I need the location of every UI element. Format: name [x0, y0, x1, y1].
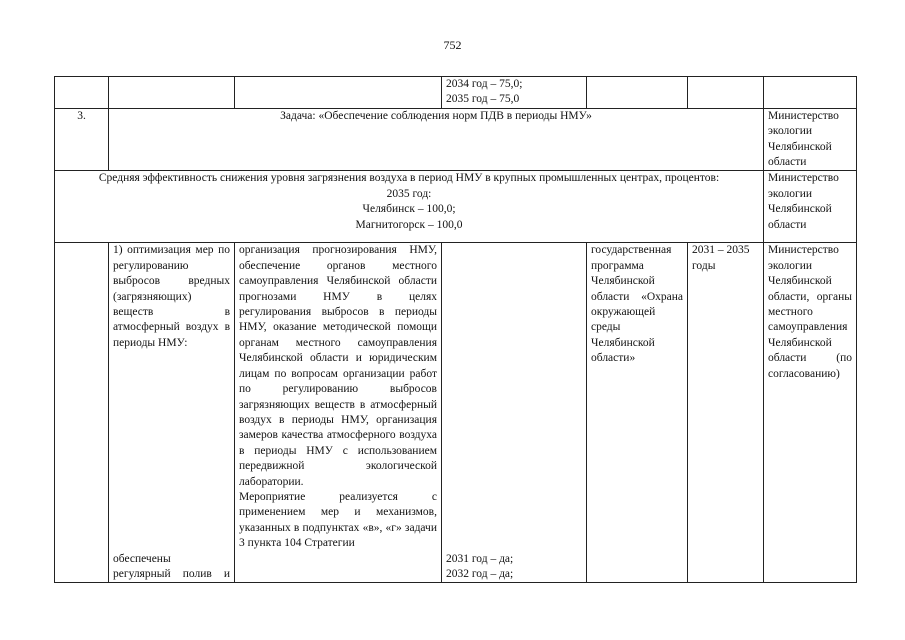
measure-row — [55, 243, 857, 583]
description-cell — [235, 243, 442, 583]
table-row — [55, 77, 857, 109]
description-text: организация прогнозирования НМУ, обеспечение органов местного самоуправления Челябинской области прогнозами НМУ в целях регулирования выбросов в периоды НМУ, оказание методической помощи органам местного самоуправления Челябинской области и юридическим лицам по вопросам организации работ по регулированию выбросов загрязняющих веществ в атмосферный воздух в периоды НМУ, организация замеров качества атмосферного воздуха в периоды НМУ с использованием передвижной экологической лаборатории. — [239, 244, 437, 488]
indicator-responsible: Министерство экологии Челябинской области — [764, 171, 857, 243]
program-cell: государственная программа Челябинской области «Охрана окружающей среды Челябинской области» — [587, 243, 688, 583]
cell-responsible — [764, 77, 857, 109]
measure-text: 1) оптимизация мер по регулированию выбросов вредных (загрязняющих) веществ в атмосферный воздух в периоды НМУ: — [113, 244, 230, 349]
indicator-values: 2031 год – да; 2032 год – да; — [446, 552, 514, 581]
cell-number — [55, 243, 109, 583]
cell-number — [55, 77, 109, 109]
measure-continued: обеспечены регулярный полив и — [113, 552, 230, 581]
cell-description — [235, 77, 442, 109]
task-responsible: Министерство экологии Челябинской области — [764, 108, 857, 171]
indicator-text: Средняя эффективность снижения уровня загрязнения воздуха в период НМУ в крупных промышленных центрах, процентов: 2035 год: Челябинск – 100,0; Магнитогорск – 100,0 — [55, 171, 764, 243]
cell-indicator-values: 2034 год – 75,0; 2035 год – 75,0 — [442, 77, 587, 109]
responsible-cell: Министерство экологии Челябинской области, органы местного самоуправления Челябинской области (по согласованию) — [764, 243, 857, 583]
description-note: Мероприятие реализуется с применением мер и механизмов, указанных в подпунктах «в», «г» задачи 3 пункта 104 Стратегии — [239, 490, 437, 550]
page-number: 752 — [443, 38, 462, 52]
cell-program — [587, 77, 688, 109]
task-number: 3. — [55, 108, 109, 171]
task-row — [55, 108, 857, 171]
measure-cell — [109, 243, 235, 583]
cell-measure — [109, 77, 235, 109]
cell-period — [688, 77, 764, 109]
indicator-row — [55, 171, 857, 243]
indicator-values-cell — [442, 243, 587, 583]
period-cell: 2031 – 2035 годы — [688, 243, 764, 583]
task-title: Задача: «Обеспечение соблюдения норм ПДВ в периоды НМУ» — [109, 108, 764, 171]
strategy-plan-table — [54, 76, 857, 583]
